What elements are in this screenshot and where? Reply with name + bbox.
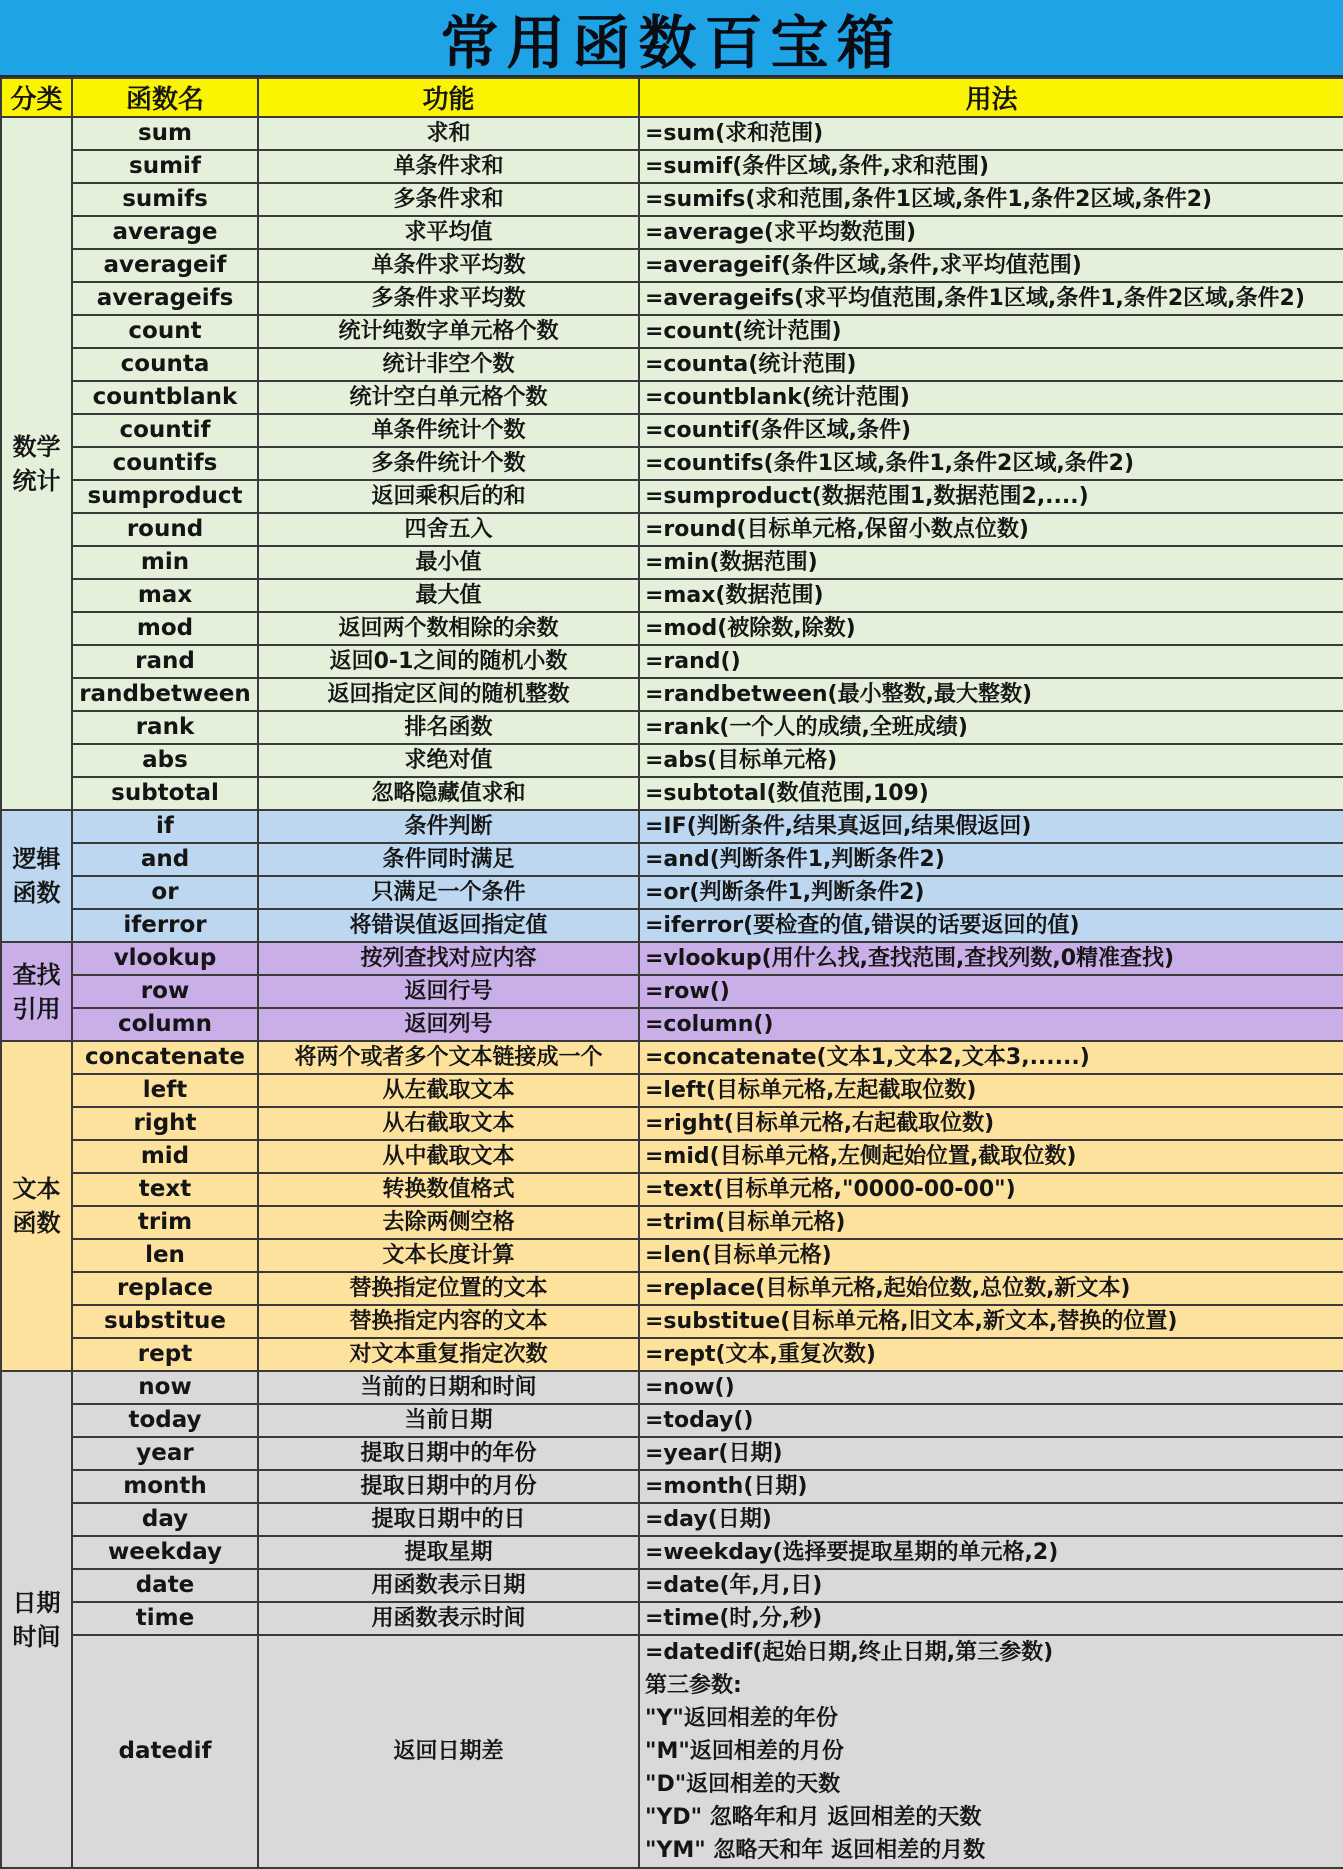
function-usage: =countifs(条件1区域,条件1,条件2区域,条件2) [639, 447, 1343, 480]
function-description: 单条件求和 [258, 150, 639, 183]
function-usage: =mod(被除数,除数) [639, 612, 1343, 645]
function-name: subtotal [72, 777, 258, 810]
table-row [1, 1008, 1343, 1041]
table-row [1, 1239, 1343, 1272]
table-row [1, 1371, 1343, 1404]
function-description: 对文本重复指定次数 [258, 1338, 639, 1371]
function-usage: =average(求平均数范围) [639, 216, 1343, 249]
function-name: averageif [72, 249, 258, 282]
function-usage: =sumif(条件区域,条件,求和范围) [639, 150, 1343, 183]
table-row [1, 909, 1343, 942]
function-description: 从中截取文本 [258, 1140, 639, 1173]
function-name: average [72, 216, 258, 249]
function-usage: =counta(统计范围) [639, 348, 1343, 381]
table-row [1, 810, 1343, 843]
function-usage: =trim(目标单元格) [639, 1206, 1343, 1239]
table-row [1, 1206, 1343, 1239]
function-usage: =averageifs(求平均值范围,条件1区域,条件1,条件2区域,条件2) [639, 282, 1343, 315]
function-description: 转换数值格式 [258, 1173, 639, 1206]
function-usage: =min(数据范围) [639, 546, 1343, 579]
table-row [1, 216, 1343, 249]
table-row [1, 249, 1343, 282]
function-usage: =concatenate(文本1,文本2,文本3,......) [639, 1041, 1343, 1074]
function-usage: =randbetween(最小整数,最大整数) [639, 678, 1343, 711]
function-usage: =countblank(统计范围) [639, 381, 1343, 414]
header-function: 功能 [258, 78, 639, 117]
function-name: countblank [72, 381, 258, 414]
function-usage: =rept(文本,重复次数) [639, 1338, 1343, 1371]
category-cell [1, 1371, 72, 1868]
function-usage: =substitue(目标单元格,旧文本,新文本,替换的位置) [639, 1305, 1343, 1338]
function-usage: =month(日期) [639, 1470, 1343, 1503]
table-row [1, 975, 1343, 1008]
table-row [1, 414, 1343, 447]
function-description: 求绝对值 [258, 744, 639, 777]
table-row [1, 1272, 1343, 1305]
function-usage: =day(日期) [639, 1503, 1343, 1536]
function-name: abs [72, 744, 258, 777]
function-name: randbetween [72, 678, 258, 711]
function-usage: =year(日期) [639, 1437, 1343, 1470]
function-description: 返回指定区间的随机整数 [258, 678, 639, 711]
category-label: 逻辑 [12, 845, 61, 873]
table-row [1, 1470, 1343, 1503]
table-row [1, 1536, 1343, 1569]
table-row [1, 678, 1343, 711]
function-name: len [72, 1239, 258, 1272]
function-name: sumif [72, 150, 258, 183]
header-usage: 用法 [639, 78, 1343, 117]
function-name: month [72, 1470, 258, 1503]
table-row [1, 876, 1343, 909]
function-usage: =today() [639, 1404, 1343, 1437]
function-name: year [72, 1437, 258, 1470]
category-label: 时间 [12, 1622, 61, 1651]
function-description: 提取日期中的日 [258, 1503, 639, 1536]
function-name: trim [72, 1206, 258, 1239]
function-name: mod [72, 612, 258, 645]
function-name: round [72, 513, 258, 546]
function-name: averageifs [72, 282, 258, 315]
table-row [1, 579, 1343, 612]
category-label: 函数 [12, 1209, 61, 1237]
category-label: 查找 [12, 960, 61, 989]
function-description: 四舍五入 [258, 513, 639, 546]
category-label: 函数 [12, 879, 61, 907]
function-description: 将错误值返回指定值 [258, 909, 639, 942]
table-row [1, 711, 1343, 744]
table-row [1, 348, 1343, 381]
function-usage: =round(目标单元格,保留小数点位数) [639, 513, 1343, 546]
function-description: 替换指定内容的文本 [258, 1305, 639, 1338]
table-row [1, 1569, 1343, 1602]
function-description: 用函数表示日期 [258, 1569, 639, 1602]
function-description: 排名函数 [258, 711, 639, 744]
function-description: 返回日期差 [258, 1635, 639, 1868]
function-description: 求和 [258, 117, 639, 150]
function-name: text [72, 1173, 258, 1206]
table-body [1, 117, 1343, 1868]
function-description: 提取日期中的年份 [258, 1437, 639, 1470]
function-description: 统计空白单元格个数 [258, 381, 639, 414]
function-name: substitue [72, 1305, 258, 1338]
function-usage: =len(目标单元格) [639, 1239, 1343, 1272]
function-name: date [72, 1569, 258, 1602]
function-usage: =sumproduct(数据范围1,数据范围2,....) [639, 480, 1343, 513]
function-description: 按列查找对应内容 [258, 942, 639, 975]
function-description: 统计非空个数 [258, 348, 639, 381]
function-usage: =or(判断条件1,判断条件2) [639, 876, 1343, 909]
function-description: 返回乘积后的和 [258, 480, 639, 513]
function-name: iferror [72, 909, 258, 942]
table-row [1, 1041, 1343, 1074]
function-usage: =sumifs(求和范围,条件1区域,条件1,条件2区域,条件2) [639, 183, 1343, 216]
function-name: sum [72, 117, 258, 150]
function-name: and [72, 843, 258, 876]
usage-line: "YM" 忽略天和年 返回相差的月数 [645, 1838, 986, 1863]
function-usage: =count(统计范围) [639, 315, 1343, 348]
function-name: min [72, 546, 258, 579]
function-description: 返回列号 [258, 1008, 639, 1041]
function-usage: =rank(一个人的成绩,全班成绩) [639, 711, 1343, 744]
function-name: count [72, 315, 258, 348]
category-cell [1, 942, 72, 1041]
page-title: 常用函数百宝箱 [0, 0, 1343, 77]
function-description: 求平均值 [258, 216, 639, 249]
function-usage: =mid(目标单元格,左侧起始位置,截取位数) [639, 1140, 1343, 1173]
table-row [1, 546, 1343, 579]
function-name: row [72, 975, 258, 1008]
function-description: 条件判断 [258, 810, 639, 843]
table-row [1, 1173, 1343, 1206]
table-row [1, 612, 1343, 645]
function-name: counta [72, 348, 258, 381]
function-usage: =max(数据范围) [639, 579, 1343, 612]
function-usage: =text(目标单元格,"0000-00-00") [639, 1173, 1343, 1206]
table-row [1, 1437, 1343, 1470]
function-description: 当前的日期和时间 [258, 1371, 639, 1404]
function-usage: =vlookup(用什么找,查找范围,查找列数,0精准查找) [639, 942, 1343, 975]
function-description: 从右截取文本 [258, 1107, 639, 1140]
table-row [1, 117, 1343, 150]
function-usage: =and(判断条件1,判断条件2) [639, 843, 1343, 876]
function-name: countifs [72, 447, 258, 480]
function-name: day [72, 1503, 258, 1536]
function-usage: =IF(判断条件,结果真返回,结果假返回) [639, 810, 1343, 843]
table-row [1, 744, 1343, 777]
table-row [1, 381, 1343, 414]
table-row [1, 777, 1343, 810]
usage-line: "M"返回相差的月份 [645, 1739, 844, 1764]
function-name: rept [72, 1338, 258, 1371]
function-usage: =date(年,月,日) [639, 1569, 1343, 1602]
table-row [1, 1074, 1343, 1107]
function-usage: =countif(条件区域,条件) [639, 414, 1343, 447]
table-row [1, 1503, 1343, 1536]
function-name: or [72, 876, 258, 909]
table-row [1, 282, 1343, 315]
function-description: 忽略隐藏值求和 [258, 777, 639, 810]
function-name: replace [72, 1272, 258, 1305]
table-row [1, 1107, 1343, 1140]
function-name: right [72, 1107, 258, 1140]
function-description: 返回两个数相除的余数 [258, 612, 639, 645]
function-name: left [72, 1074, 258, 1107]
function-name: countif [72, 414, 258, 447]
table-row [1, 1635, 1343, 1868]
table-row [1, 447, 1343, 480]
function-description: 用函数表示时间 [258, 1602, 639, 1635]
function-name: max [72, 579, 258, 612]
function-usage: =left(目标单元格,左起截取位数) [639, 1074, 1343, 1107]
function-description: 文本长度计算 [258, 1239, 639, 1272]
table-row [1, 1602, 1343, 1635]
table-row [1, 315, 1343, 348]
function-usage: =subtotal(数值范围,109) [639, 777, 1343, 810]
category-label: 统计 [12, 466, 61, 495]
function-usage [639, 1635, 1343, 1868]
function-description: 最小值 [258, 546, 639, 579]
function-description: 返回行号 [258, 975, 639, 1008]
category-label: 文本 [12, 1175, 61, 1203]
table-row [1, 1140, 1343, 1173]
function-name: rand [72, 645, 258, 678]
function-name: datedif [72, 1635, 258, 1868]
function-usage: =weekday(选择要提取星期的单元格,2) [639, 1536, 1343, 1569]
function-usage: =column() [639, 1008, 1343, 1041]
category-cell [1, 810, 72, 942]
function-description: 单条件统计个数 [258, 414, 639, 447]
usage-line: "Y"返回相差的年份 [645, 1706, 838, 1731]
function-name: sumifs [72, 183, 258, 216]
table-row [1, 480, 1343, 513]
function-description: 统计纯数字单元格个数 [258, 315, 639, 348]
function-description: 去除两侧空格 [258, 1206, 639, 1239]
function-description: 只满足一个条件 [258, 876, 639, 909]
function-name: vlookup [72, 942, 258, 975]
function-usage: =sum(求和范围) [639, 117, 1343, 150]
function-description: 单条件求平均数 [258, 249, 639, 282]
function-usage: =time(时,分,秒) [639, 1602, 1343, 1635]
function-usage: =abs(目标单元格) [639, 744, 1343, 777]
header-category: 分类 [1, 78, 72, 117]
function-name: column [72, 1008, 258, 1041]
table-row [1, 645, 1343, 678]
table-row [1, 843, 1343, 876]
function-description: 条件同时满足 [258, 843, 639, 876]
function-name: concatenate [72, 1041, 258, 1074]
function-usage: =row() [639, 975, 1343, 1008]
function-name: if [72, 810, 258, 843]
table-row [1, 1404, 1343, 1437]
function-description: 提取日期中的月份 [258, 1470, 639, 1503]
category-label: 引用 [12, 994, 61, 1023]
function-usage: =averageif(条件区域,条件,求平均值范围) [639, 249, 1343, 282]
usage-line: "YD" 忽略年和月 返回相差的天数 [645, 1805, 982, 1830]
function-usage: =replace(目标单元格,起始位数,总位数,新文本) [639, 1272, 1343, 1305]
function-description: 提取星期 [258, 1536, 639, 1569]
function-usage: =iferror(要检查的值,错误的话要返回的值) [639, 909, 1343, 942]
function-name: sumproduct [72, 480, 258, 513]
table-row [1, 513, 1343, 546]
usage-line: =datedif(起始日期,终止日期,第三参数) [645, 1640, 1054, 1665]
header-name: 函数名 [72, 78, 258, 117]
usage-line: "D"返回相差的天数 [645, 1772, 841, 1797]
function-table [0, 77, 1343, 1869]
category-cell [1, 1041, 72, 1371]
category-cell [1, 117, 72, 810]
function-description: 多条件统计个数 [258, 447, 639, 480]
function-description: 将两个或者多个文本链接成一个 [258, 1041, 639, 1074]
table-row [1, 1338, 1343, 1371]
table-row [1, 150, 1343, 183]
table-row [1, 183, 1343, 216]
table-row [1, 942, 1343, 975]
function-description: 返回0-1之间的随机小数 [258, 645, 639, 678]
function-name: weekday [72, 1536, 258, 1569]
header-row [1, 78, 1343, 117]
function-description: 从左截取文本 [258, 1074, 639, 1107]
function-description: 当前日期 [258, 1404, 639, 1437]
table-row [1, 1305, 1343, 1338]
function-usage: =now() [639, 1371, 1343, 1404]
function-description: 最大值 [258, 579, 639, 612]
function-usage: =rand() [639, 645, 1343, 678]
function-name: rank [72, 711, 258, 744]
category-label: 数学 [12, 432, 61, 461]
function-name: time [72, 1602, 258, 1635]
usage-line: 第三参数: [645, 1673, 742, 1698]
function-description: 多条件求平均数 [258, 282, 639, 315]
function-name: today [72, 1404, 258, 1437]
function-usage: =right(目标单元格,右起截取位数) [639, 1107, 1343, 1140]
function-name: now [72, 1371, 258, 1404]
category-label: 日期 [12, 1588, 61, 1617]
function-description: 替换指定位置的文本 [258, 1272, 639, 1305]
function-name: mid [72, 1140, 258, 1173]
function-description: 多条件求和 [258, 183, 639, 216]
